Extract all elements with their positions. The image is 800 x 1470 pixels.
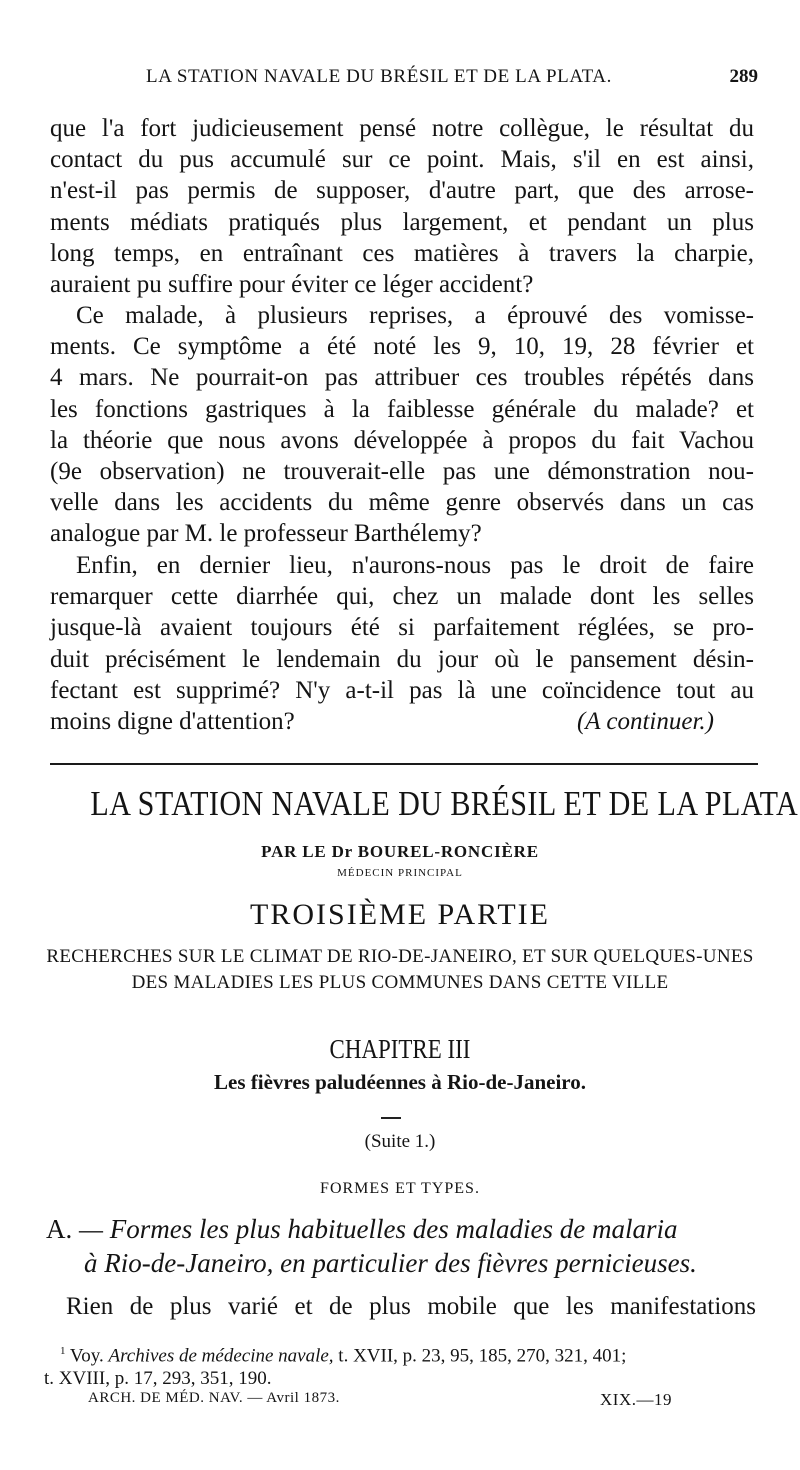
- text-line: analogue par M. le professeur Barthélemy?: [50, 520, 482, 548]
- text-line: ments. Ce symptôme a été noté les 9, 10, 19, 28 février et: [50, 333, 754, 361]
- part-heading: TROISIÈME PARTIE: [250, 898, 550, 931]
- text-line: (9e observation) ne trouverait-elle pas une démonstration nou-: [50, 458, 754, 486]
- text-line: jusque-là avaient toujours été si parfaitement réglées, se pro-: [50, 614, 754, 642]
- short-divider: [381, 1117, 401, 1119]
- text-line: la théorie que nous avons développée à propos du fait Vachou: [50, 426, 754, 454]
- page-footer: [88, 1390, 672, 1412]
- section-a-text: à Rio-de-Janeiro, en particulier des fièvres pernicieuses.: [84, 1248, 697, 1278]
- footnote: [44, 1340, 760, 1390]
- section-a-line: [46, 1212, 756, 1246]
- footnote-marker: 1: [60, 1345, 66, 1357]
- text-line: velle dans les accidents du même genre observés dans un cas: [50, 489, 754, 517]
- footer-journal: ARCH. DE MÉD. NAV. — Avril 1873.: [88, 1390, 340, 1406]
- subtitle-line: RECHERCHES SUR LE CLIMAT DE RIO-DE-JANEIRO, ET SUR QUELQUES-UNES: [46, 946, 754, 967]
- text-line: Ce malade, à plusieurs reprises, a éprouvé des vomisse-: [76, 302, 754, 329]
- paragraph-1: [50, 113, 754, 300]
- section-letter: A.: [46, 1214, 73, 1244]
- text-line: contact du pus accumulé sur ce point. Mais, s'il en est ainsi,: [50, 146, 754, 174]
- text-line: long temps, en entraînant ces matières à travers la charpie,: [50, 239, 754, 267]
- footnote-line: [44, 1340, 760, 1367]
- text-line: les fonctions gastriques à la faiblesse générale du malade? et: [50, 395, 754, 423]
- paragraph-3: [50, 550, 754, 737]
- subtitle-line: DES MALADIES LES PLUS COMMUNES DANS CETTE VILLE: [131, 972, 669, 993]
- text-line: remarquer cette diarrhée qui, chez un malade dont les selles: [50, 583, 754, 611]
- author-rank: MÉDECIN PRINCIPAL: [337, 867, 463, 879]
- text-line: 4 mars. Ne pourrait-on pas attribuer ces troubles répétés dans: [50, 364, 754, 392]
- section-a-text: — Formes les plus habituelles des maladies de malaria: [79, 1214, 678, 1244]
- text-line: ments médiats pratiqués plus largement, et pendant un plus: [50, 208, 754, 236]
- chapter-heading: CHAPITRE III: [329, 1034, 471, 1064]
- part-subtitle: [40, 944, 760, 996]
- suite-note: (Suite 1.): [364, 1131, 436, 1152]
- text-line: que l'a fort judicieusement pensé notre collègue, le résultat du: [50, 115, 754, 142]
- text-line: Enfin, en dernier lieu, n'aurons-nous pas le droit de faire: [76, 552, 754, 579]
- author-byline: PAR LE Dr BOUREL-RONCIÈRE: [261, 842, 539, 861]
- section-heading: FORMES ET TYPES.: [320, 1180, 480, 1197]
- text-line: fectant est supprimé? N'y a-t-il pas là une coïncidence tout au: [50, 676, 754, 704]
- footnote-text: Voy.: [69, 1345, 104, 1367]
- page-number: 289: [729, 66, 758, 87]
- closing-line: [50, 706, 754, 737]
- text-line: Rien de plus varié et de plus mobile que les manifestations: [66, 1293, 756, 1320]
- section-a-line: [46, 1246, 756, 1280]
- text-line: duit précisément le lendemain du jour où le pansement désin-: [50, 645, 754, 673]
- chapter-title: Les fièvres paludéennes à Rio-de-Janeiro.: [214, 1070, 586, 1094]
- footer-signature: XIX.—19: [600, 1390, 672, 1409]
- footnote-text: t. XVII, p. 23, 95, 185, 270, 321, 401;: [338, 1345, 627, 1367]
- paragraph-2: [50, 300, 754, 550]
- running-head-title: LA STATION NAVALE DU BRÉSIL ET DE LA PLATA.: [146, 66, 612, 87]
- footnote-journal: Archives de médecine navale,: [108, 1345, 334, 1367]
- article-title: LA STATION NAVALE DU BRÉSIL ET DE LA PLATA: [90, 784, 799, 823]
- text-line: moins digne d'attention?: [50, 708, 295, 736]
- text-line: n'est-il pas permis de supposer, d'autre part, que des arrose-: [50, 177, 754, 205]
- text-line: auraient pu suffire pour éviter ce léger accident?: [50, 271, 534, 299]
- continued-note: (A continuer.): [576, 708, 714, 736]
- section-a-heading: [46, 1212, 756, 1280]
- footnote-line: t. XVIII, p. 17, 293, 351, 190.: [44, 1368, 272, 1390]
- section-divider: [50, 763, 758, 765]
- running-head: [50, 66, 758, 96]
